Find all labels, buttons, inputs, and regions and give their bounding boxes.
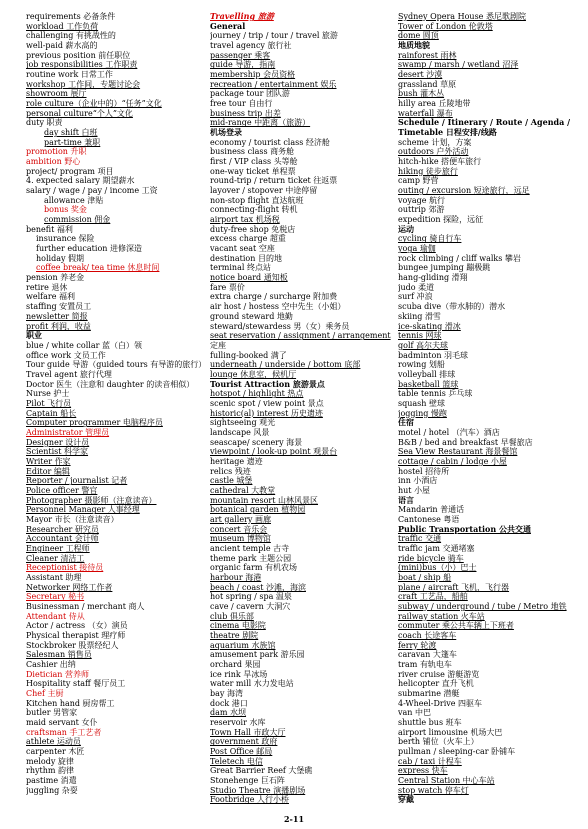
vocab-entry: seat reservation / assignment / arrangement: [210, 331, 391, 341]
vocab-entry: showroom 展厅: [26, 89, 87, 99]
vocab-entry: viewpoint / look-up point 观景台: [210, 447, 338, 457]
vocab-entry: cave / cavern 大洞穴: [210, 601, 291, 611]
vocab-entry: promotion 升职: [26, 147, 87, 157]
vocab-entry: theatre 剧院: [210, 631, 259, 640]
vocab-entry: one-way ticket 单程票: [210, 166, 296, 176]
vocab-entry: dome 圆顶: [398, 31, 439, 41]
vocab-entry: swamp / marsh / wetland 沼泽: [398, 60, 519, 70]
vocab-entry: airport tax 机场税: [210, 215, 280, 225]
vocab-entry: hitch-hike 搭便车旅行: [398, 157, 482, 167]
vocab-entry: pastime 消遣: [26, 776, 77, 786]
vocab-entry: outdoors 户外活动: [398, 147, 469, 157]
vocab-entry: Nurse 护士: [26, 389, 70, 399]
vocab-entry: butler 男管家: [26, 708, 78, 718]
vocab-entry: motel / hotel （汽车）酒店: [398, 427, 500, 437]
vocab-entry: commission 佣金: [44, 215, 111, 225]
section-heading: 住宿: [398, 418, 414, 428]
vocab-entry: seascape/ scenery 海景: [210, 437, 303, 447]
vocab-entry: carpenter 木匠: [26, 747, 85, 757]
vocab-entry: Assistant 助理: [26, 572, 82, 582]
vocab-entry: subway / underground / tube / Metro 地铁: [398, 601, 567, 611]
vocab-entry: Chef 主厨: [26, 689, 64, 699]
vocab-entry: Mandarin 普通话: [398, 505, 465, 515]
vocab-entry: job responsibilities 工作职责: [26, 60, 138, 70]
vocab-entry: relics 残迹: [210, 466, 251, 476]
vocab-entry: bonus 奖金: [44, 205, 87, 215]
vocab-entry: insurance 保险: [36, 234, 95, 244]
vocab-entry: passenger 乘客: [210, 50, 271, 60]
vocab-entry: Salesman 销售员: [26, 650, 92, 660]
vocab-entry: coach 长途客车: [398, 631, 457, 640]
vocab-entry: Administrator 管理员: [26, 427, 110, 437]
vocab-entry: boat / ship 船: [398, 572, 452, 582]
vocab-entry: Sydney Opera House 悉尼歌剧院: [398, 12, 526, 21]
vocab-entry: Cantonese 粤语: [398, 514, 460, 524]
vocab-entry: 定座: [210, 340, 226, 350]
vocab-entry: Attendant 侍从: [26, 611, 85, 621]
section-heading: General: [210, 21, 246, 31]
vocab-entry: non-stop flight 直达航班: [210, 195, 304, 205]
vocab-entry: golf 高尔夫球: [398, 340, 448, 350]
vocab-entry: Photographer 摄影师（注意读音）: [26, 495, 157, 505]
vocab-entry: athlete 运动员: [26, 737, 81, 747]
vocab-entry: scuba dive（带水肺的）潜水: [398, 302, 506, 312]
vocab-entry: project/ program 项目: [26, 166, 114, 176]
vocab-entry: historic(al) interest 历史遗迹: [210, 408, 323, 418]
vocab-entry: heritage 遗迹: [210, 456, 263, 466]
vocab-entry: airport limousine 机场大巴: [398, 727, 503, 737]
vocab-entry: economy / tourist class 经济舱: [210, 137, 330, 147]
vocab-entry: van 中巴: [398, 708, 431, 718]
vocab-entry: club 俱乐部: [210, 611, 254, 621]
vocab-entry: ice-skating 滑冰: [398, 321, 461, 331]
vocab-entry: cinema 电影院: [210, 621, 266, 631]
vocab-entry: ride bicycle 骑车: [398, 553, 464, 563]
vocab-entry: Scientist 科学家: [26, 447, 89, 457]
vocab-entry: scenic spot / view point 景点: [210, 398, 324, 408]
vocab-entry: botanical garden 植物园: [210, 505, 306, 515]
vocab-entry: bay 海湾: [210, 689, 243, 699]
vocab-entry: table tennis 乒乓球: [398, 389, 473, 399]
vocab-entry: Writer 作家: [26, 456, 71, 466]
vocab-entry: journey / trip / tour / travel 旅游: [210, 31, 338, 41]
vocab-entry: cab / taxi 计程车: [398, 756, 462, 766]
vocab-entry: steward/stewardess 男（女）乘务员: [210, 321, 350, 331]
vocab-entry: water mill 水力发电站: [210, 679, 294, 689]
vocab-entry: routine work 日常工作: [26, 70, 113, 80]
vocab-entry: harbour 海港: [210, 572, 262, 582]
vocab-entry: hiking 徒步旅行: [398, 166, 458, 176]
vocab-entry: tennis 网球: [398, 331, 442, 341]
vocab-entry: Accountant 会计师: [26, 534, 99, 544]
vocab-entry: badminton 羽毛球: [398, 350, 469, 360]
vocab-entry: commuter 乘公共车辆上下班者: [398, 621, 514, 631]
vocab-entry: newsletter 简报: [26, 311, 88, 321]
vocab-entry: melody 旋律: [26, 756, 74, 766]
column-left: [26, 12, 206, 795]
section-heading: Public Transportation 公共交通: [398, 524, 531, 534]
vocab-entry: river cruise 游艇游览: [398, 669, 480, 679]
vocab-entry: traffic jam 交通堵塞: [398, 543, 475, 553]
vocab-entry: ferry 轮渡: [398, 640, 437, 650]
vocab-entry: pension 养老金: [26, 273, 85, 283]
section-heading: Timetable 日程安排/线路: [398, 128, 497, 138]
vocab-entry: notice board 通知板: [210, 273, 288, 283]
vocab-entry: Businessman / merchant 商人: [26, 601, 145, 611]
vocab-entry: workshop 工作间，专题讨论会: [26, 79, 141, 89]
vocab-entry: Personnel Manager 人事经理: [26, 505, 140, 515]
vocab-entry: Sea View Restaurant 海景餐馆: [398, 447, 518, 457]
section-heading: 运动: [398, 224, 414, 234]
column-middle: [210, 12, 396, 805]
vocab-entry: Dietician 营养师: [26, 669, 89, 679]
vocab-entry: basketball 篮球: [398, 379, 459, 389]
vocab-entry: inn 小酒店: [398, 476, 438, 486]
vocab-entry: holiday 假期: [36, 253, 85, 263]
vocab-entry: salary / wage / pay / income 工资: [26, 186, 158, 196]
section-heading: 语言: [398, 495, 414, 505]
vocab-entry: destination 目的地: [210, 253, 282, 263]
vocab-entry: orchard 果园: [210, 660, 261, 670]
vocab-entry: pullman / sleeping-car 卧铺车: [398, 747, 516, 757]
vocab-entry: coffee break/ tea time 休息时间: [36, 263, 160, 273]
vocab-entry: cycling 骑自行车: [398, 234, 462, 244]
vocab-entry: plane / aircraft 飞机，飞行器: [398, 582, 510, 592]
vocab-entry: retire 退休: [26, 282, 68, 292]
vocab-entry: landscape 风景: [210, 427, 270, 437]
vocab-entry: squash 壁球: [398, 398, 445, 408]
column-right: [398, 12, 580, 805]
vocab-entry: free tour 自由行: [210, 99, 273, 109]
vocab-entry: Cleaner 清洁工: [26, 553, 85, 563]
vocab-entry: Teletech 电信: [210, 756, 263, 766]
vocab-entry: Researcher 研究员: [26, 524, 99, 534]
vocab-entry: Cashier 出纳: [26, 660, 76, 670]
vocab-entry: outing / excursion 短途旅行，远足: [398, 186, 530, 196]
vocab-entry: skiing 滑雪: [398, 311, 441, 321]
vocab-entry: Physical therapist 理疗师: [26, 631, 126, 640]
vocab-entry: Stockbroker 股票经纪人: [26, 640, 119, 650]
vocab-entry: concert 音乐会: [210, 524, 268, 534]
vocab-entry: traffic 交通: [398, 534, 442, 544]
vocab-entry: amusement park 游乐园: [210, 650, 305, 660]
vocab-entry: scheme 计划，方案: [398, 137, 472, 147]
section-heading: 职业: [26, 331, 42, 341]
vocab-entry: previous position 前任职位: [26, 50, 131, 60]
vocab-entry: Receptionist 接待员: [26, 563, 104, 573]
vocab-entry: ancient temple 古寺: [210, 543, 290, 553]
vocab-entry: Actor / actress （女）演员: [26, 621, 128, 631]
vocab-entry: maid servant 女仆: [26, 718, 98, 728]
vocab-entry: Stonehenge 巨石阵: [210, 776, 285, 786]
vocab-entry: staffing 安置员工: [26, 302, 92, 312]
vocab-entry: sightseeing 观光: [210, 418, 276, 428]
vocab-entry: first / VIP class 头等舱: [210, 157, 298, 167]
vocab-entry: aquarium 水族馆: [210, 640, 276, 650]
vocab-entry: duty-free shop 免税店: [210, 224, 296, 234]
vocab-entry: Networker 网络工作者: [26, 582, 113, 592]
vocab-entry: art gallery 画廊: [210, 514, 271, 524]
vocab-entry: Captain 船长: [26, 408, 77, 418]
vocab-entry: express 快车: [398, 766, 448, 776]
vocab-entry: outtrip 郊游: [398, 205, 445, 215]
vocab-entry: theme park 主题公园: [210, 553, 292, 563]
page-number: 2-11: [283, 814, 305, 824]
vocab-entry: museum 博物馆: [210, 534, 271, 544]
vocab-entry: cathedral 大教堂: [210, 485, 276, 495]
vocab-entry: bungee jumping 蹦极跳: [398, 263, 491, 273]
vocab-entry: Great Barrier Reef 大堡礁: [210, 766, 313, 776]
vocab-entry: membership 会员资格: [210, 70, 296, 80]
vocab-entry: excess charge 超重: [210, 234, 286, 244]
vocab-entry: blue / white collar 蓝（白）领: [26, 340, 142, 350]
vocab-entry: beach / coast 沙滩，海滨: [210, 582, 306, 592]
vocab-entry: allowance 津贴: [44, 195, 104, 205]
vocab-entry: Engineer 工程师: [26, 543, 90, 553]
vocab-entry: expedition 探险，远征: [398, 215, 484, 225]
vocab-entry: Town Hall 市政大厅: [210, 727, 286, 737]
vocab-entry: rhythm 韵律: [26, 766, 74, 776]
vocab-entry: hut 小屋: [398, 485, 431, 495]
vocab-entry: business class 商务舱: [210, 147, 295, 157]
vocab-entry: round-trip / return ticket 往返票: [210, 176, 338, 186]
vocab-entry: craft 工艺品，船舶: [398, 592, 468, 602]
vocab-entry: benefit 福利: [26, 224, 73, 234]
vocab-entry: grassland 草原: [398, 79, 457, 89]
vocab-entry: challenging 有挑战性的: [26, 31, 116, 41]
vocab-entry: Doctor 医生（注意和 daughter 的读音相似）: [26, 379, 195, 389]
vocab-entry: helicopter 直升飞机: [398, 679, 474, 689]
vocab-entry: Pilot 飞行员: [26, 398, 72, 408]
vocab-entry: well-paid 薪水高的: [26, 41, 98, 51]
vocab-entry: air host / hostess 空中先生（小姐）: [210, 302, 346, 312]
vocab-entry: role culture（企业中的）“任务”文化: [26, 99, 162, 109]
vocab-entry: hostel 招待所: [398, 466, 450, 476]
vocab-entry: jogging 慢跑: [398, 408, 447, 418]
section-heading: 机场登录: [210, 128, 242, 138]
vocab-entry: hotspot / highlight 热点: [210, 389, 304, 399]
vocab-entry: railway station 火车站: [398, 611, 485, 621]
section-heading: 地质地貌: [398, 41, 430, 51]
vocab-entry: Tour guide 导游（guided tours 有导游的旅行）: [26, 360, 206, 370]
vocab-entry: B&B / bed and breakfast 早餐旅店: [398, 437, 533, 447]
vocab-entry: requirements 必备条件: [26, 12, 116, 21]
vocab-entry: part-time 兼职: [44, 137, 101, 147]
section-heading: Tourist Attraction 旅游景点: [210, 379, 325, 389]
vocab-entry: dam 水坝: [210, 708, 247, 718]
vocab-entry: surf 冲浪: [398, 292, 433, 302]
vocab-entry: Mayor 市长（注意读音）: [26, 514, 119, 524]
vocab-entry: hilly area 丘陵地带: [398, 99, 471, 109]
vocab-entry: cottage / cabin / lodge 小屋: [398, 456, 507, 466]
vocab-entry: duty 职责: [26, 118, 63, 128]
vocab-entry: berth 铺位（火车上）: [398, 737, 479, 747]
vocab-entry: rainforest 雨林: [398, 50, 457, 60]
vocab-entry: Police officer 警官: [26, 485, 98, 495]
vocab-entry: package tour 团队游: [210, 89, 290, 99]
vocab-entry: Travel agent 旅行代理: [26, 369, 112, 379]
vocab-entry: bush 灌木丛: [398, 89, 445, 99]
vocab-entry: rock climbing / cliff walks 攀岩: [398, 253, 521, 263]
vocab-entry: Central Station 中心车站: [398, 776, 495, 786]
vocab-entry: tram 有轨电车: [398, 660, 452, 670]
vocab-entry: 4. expected salary 期望薪水: [26, 176, 135, 186]
vocab-entry: yoga 瑜伽: [398, 244, 436, 254]
section-heading: Schedule / Itinerary / Route / Agenda /: [398, 118, 570, 128]
vocab-entry: vacant seat 空座: [210, 244, 275, 254]
vocab-entry: ground steward 地勤: [210, 311, 293, 321]
vocab-entry: (mini)bus（小）巴士: [398, 563, 477, 573]
vocab-entry: mid-range 中距离（旅游）: [210, 118, 311, 128]
vocab-entry: stop watch 停车灯: [398, 785, 469, 795]
vocab-entry: fare 票价: [210, 282, 245, 292]
vocab-entry: desert 沙漠: [398, 70, 443, 80]
vocab-entry: layover / stopover 中途停留: [210, 186, 318, 196]
vocab-entry: hot spring / spa 温泉: [210, 592, 292, 602]
vocab-entry: waterfall 瀑布: [398, 108, 453, 118]
section-heading: Travelling 旅游: [210, 12, 274, 21]
vocab-entry: ice rink 旱冰场: [210, 669, 268, 679]
vocab-entry: lounge 休息室，候机厅: [210, 369, 297, 379]
vocab-entry: juggling 杂耍: [26, 785, 78, 795]
vocab-entry: craftsman 手工艺者: [26, 727, 102, 737]
vocab-entry: camp 野营: [398, 176, 439, 186]
vocab-entry: Secretary 秘书: [26, 592, 85, 602]
vocab-entry: organic farm 有机农场: [210, 563, 297, 573]
vocab-entry: volleyball 排球: [398, 369, 456, 379]
vocab-entry: underneath / underside / bottom 底部: [210, 360, 361, 370]
vocab-entry: Computer programmer 电脑程序员: [26, 418, 163, 428]
vocab-entry: rowing 划船: [398, 360, 445, 370]
vocab-entry: fulling-booked 满了: [210, 350, 287, 360]
vocab-entry: further education 进修深造: [36, 244, 142, 254]
vocab-entry: Tower of London 伦敦塔: [398, 21, 493, 31]
vocab-entry: dock 港口: [210, 698, 248, 708]
vocab-entry: judo 柔道: [398, 282, 435, 292]
vocab-entry: welfare 福利: [26, 292, 75, 302]
vocab-entry: Kitchen hand 厨房帮工: [26, 698, 115, 708]
vocab-entry: office work 文员工作: [26, 350, 106, 360]
vocab-entry: mountain resort 山林风景区: [210, 495, 319, 505]
vocab-entry: reservoir 水库: [210, 718, 266, 728]
vocab-entry: hang-gliding 滑翔: [398, 273, 468, 283]
vocab-entry: submarine 潜艇: [398, 689, 460, 699]
vocab-entry: shuttle bus 班车: [398, 718, 462, 728]
vocab-entry: Editor 编辑: [26, 466, 70, 476]
vocab-entry: government 政府: [210, 737, 278, 747]
vocab-entry: extra charge / surcharge 附加费: [210, 292, 338, 302]
vocab-entry: Designer 设计员: [26, 437, 90, 447]
vocab-entry: Studio Theatre 演播剧场: [210, 785, 306, 795]
vocab-entry: recreation / entertainment 娱乐: [210, 79, 337, 89]
vocab-entry: workload 工作负荷: [26, 21, 99, 31]
vocab-entry: voyage 航行: [398, 195, 446, 205]
vocab-entry: Footbridge 人行小桥: [210, 795, 289, 805]
vocab-entry: travel agency 旅行社: [210, 41, 292, 51]
vocab-entry: ambition 野心: [26, 157, 81, 167]
vocab-entry: Post Office 邮局: [210, 747, 273, 757]
vocab-entry: day shift 白班: [44, 128, 98, 138]
vocab-entry: terminal 终点站: [210, 263, 271, 273]
vocab-entry: Hospitality staff 餐厅员工: [26, 679, 126, 689]
vocab-entry: business trip 出差: [210, 108, 281, 118]
vocab-entry: Reporter / journalist 记者: [26, 476, 128, 486]
vocab-entry: personal culture“个人”文化: [26, 108, 133, 118]
vocab-entry: connecting-flight 转机: [210, 205, 298, 215]
vocab-entry: profit 利润，收益: [26, 321, 91, 331]
vocab-entry: castle 城堡: [210, 476, 253, 486]
vocab-entry: caravan 大篷车: [398, 650, 457, 660]
vocab-entry: 4-Wheel-Drive 四驱车: [398, 698, 483, 708]
vocab-entry: guide 导游，指南: [210, 60, 276, 70]
section-heading: 穿戴: [398, 795, 414, 805]
